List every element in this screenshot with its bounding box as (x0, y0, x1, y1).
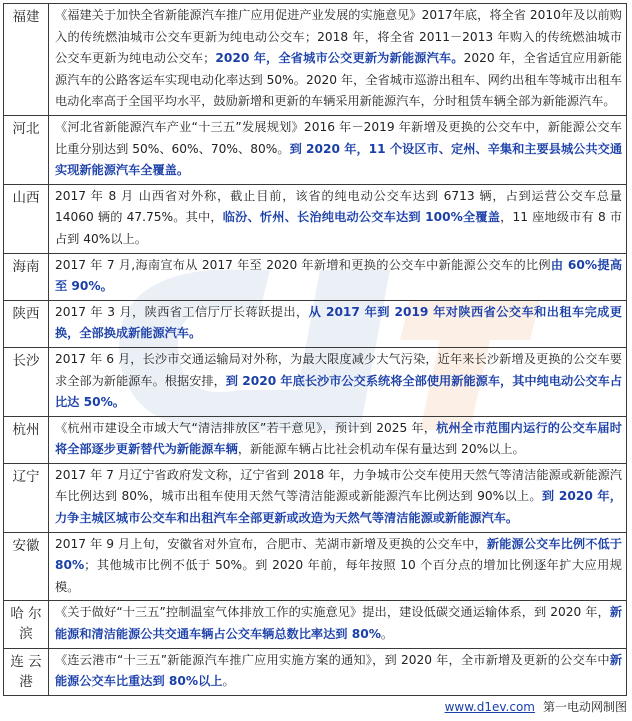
table-row (4, 416, 627, 463)
policy-text: 《杭州市建设全市域大气“清洁排放区”若干意见》，预计到 2025 年， (55, 420, 437, 435)
region-cell: 河北 (4, 115, 49, 184)
region-cell: 哈 尔滨 (4, 601, 49, 648)
policy-text: 。 (222, 674, 235, 689)
policy-text: 2020 年，全省适宜应用新能源汽车的公路客运车实现电动化率达到 50%。2020 年，全省城市巡游出租车、网约出租车等城市出租车电动化率高于全国平均水平，鼓励新增和更新的车辆采用新能源汽车，分时租赁车辆全部为新能源汽车。 (55, 51, 622, 109)
policy-cell (49, 115, 627, 184)
footer (0, 696, 627, 718)
policy-cell (49, 648, 627, 695)
policy-text: ，11 座地级市有 8 市占到 40%以上。 (55, 210, 622, 246)
policy-text: 2017 年 8 月 山西省对外称，截止目前，该省的纯电动公交车达到 6713 辆，占到运营公交车总量 14060 辆的 47.75%。其中， (55, 188, 622, 225)
footer-url-link[interactable]: www.d1ev.com (444, 700, 535, 714)
table-row (4, 532, 627, 601)
table-row (4, 115, 627, 184)
highlight-text: 到 2020 年底长沙市公交系统将全部使用新能源车，其中纯电动公交车占比达 50%。 (55, 373, 623, 410)
policy-text: 2017 年 6 月，长沙市交通运输局对外称，为最大限度减少大气污染，近年来长沙新增及更换的公交车要求全部为新能源车。根据安排， (55, 351, 622, 388)
highlight-text: 从 2017 年到 2019 年对陕西省公交车和出租车完成更换，全部换成新能源汽车。 (55, 304, 622, 341)
region-cell: 连 云港 (4, 648, 49, 695)
policy-cell (49, 300, 627, 347)
policy-cell (49, 4, 627, 116)
policy-text: ；其他城市比例不低于 50%。到 2020 年前，每年按照 10 个百分点的增加比例逐年扩大应用规模。 (55, 558, 622, 594)
region-cell: 安徽 (4, 532, 49, 601)
table-row (4, 253, 627, 300)
region-cell: 陕西 (4, 300, 49, 347)
region-cell: 山西 (4, 184, 49, 253)
table-row (4, 463, 627, 532)
policy-text: 2017 年 9 月上旬，安徽省对外宣布，合肥市、芜湖市新增及更换的公交车中， (55, 536, 487, 551)
policy-text: 。 (380, 627, 394, 642)
policy-text: 《福建关于加快全省新能源汽车推广应用促进产业发展的实施意见》2017年底，将全省 2010年及以前购入的传统燃油城市公交车更新为纯电动公交车；2018 年，将全省 2011－2013 年购入的传统燃油城市公交车更新为纯电动公交车； (55, 8, 622, 66)
policy-table (3, 3, 627, 696)
region-cell: 海南 (4, 253, 49, 300)
highlight-text: 到 2020 年，力争主城区城市公交车和出租汽车全部更新或改造为天然气等清洁能源或新能源汽车。 (55, 489, 622, 526)
region-cell: 杭州 (4, 416, 49, 463)
highlight-text: 新能源公交车比例不低于 80% (55, 536, 622, 573)
footer-credit: 第一电动网制图 (542, 700, 627, 714)
table-row (4, 184, 627, 253)
highlight-text: 2020 年，全省城市公交更新为新能源汽车。 (215, 51, 464, 66)
policy-cell (49, 184, 627, 253)
table-row (4, 601, 627, 648)
table-row (4, 4, 627, 116)
policy-text: 2017 年 7 月辽宁省政府发文称，辽宁省到 2018 年，力争城市公交车使用天然气等清洁能源或新能源汽车比例达到 80%，城市出租车使用天然气等清洁能源或新能源汽车比例达到 90%以上。 (55, 467, 622, 504)
policy-cell (49, 463, 627, 532)
region-cell: 长沙 (4, 347, 49, 416)
table-row (4, 648, 627, 695)
policy-text: ，新能源车辆占比社会机动车保有量达到 20%以上。 (237, 442, 525, 457)
highlight-text: 新能源公交车比重达到 80%以上 (55, 652, 622, 689)
policy-text: 《关于做好“十三五”控制温室气体排放工作的实施意见》提出，建设低碳交通运输体系，到 2020 年， (55, 605, 610, 620)
policy-cell (49, 253, 627, 300)
highlight-text: 由 60%提高至 90%。 (55, 257, 623, 294)
policy-text: 2017 年 3 月，陕西省工信厅厅长蒋跃提出， (55, 304, 309, 319)
table-row (4, 347, 627, 416)
highlight-text: 杭州全市范围内运行的公交车届时将全部逐步更新替代为新能源车辆 (55, 420, 622, 457)
region-cell: 福建 (4, 4, 49, 116)
highlight-text: 临汾、忻州、长治纯电动公交车达到 100%全覆盖 (222, 210, 501, 225)
policy-cell (49, 347, 627, 416)
highlight-text: 到 2020 年，11 个设区市、定州、辛集和主要县城公共交通实现新能源汽车全覆盖。 (55, 141, 623, 178)
region-cell: 辽宁 (4, 463, 49, 532)
policy-text: 2017 年 7 月,海南宣布从 2017 年至 2020 年新增和更换的公交车中新能源公交车的比例 (55, 257, 551, 272)
policy-cell (49, 416, 627, 463)
policy-cell (49, 601, 627, 648)
highlight-text: 新能源和清洁能源公共交通车辆占公交车辆总数比率达到 80% (55, 605, 622, 642)
table-row (4, 300, 627, 347)
policy-cell (49, 532, 627, 601)
policy-text: 《连云港市“十三五”新能源汽车推广应用实施方案的通知》，到 2020 年，全市新增及更新的公交车中 (55, 652, 610, 667)
policy-text: 《河北省新能源汽车产业“十三五”发展规划》2016 年－2019 年新增及更换的公交车中，新能源公交车比重分别达到 50%、60%、70%、80%。 (55, 119, 622, 156)
